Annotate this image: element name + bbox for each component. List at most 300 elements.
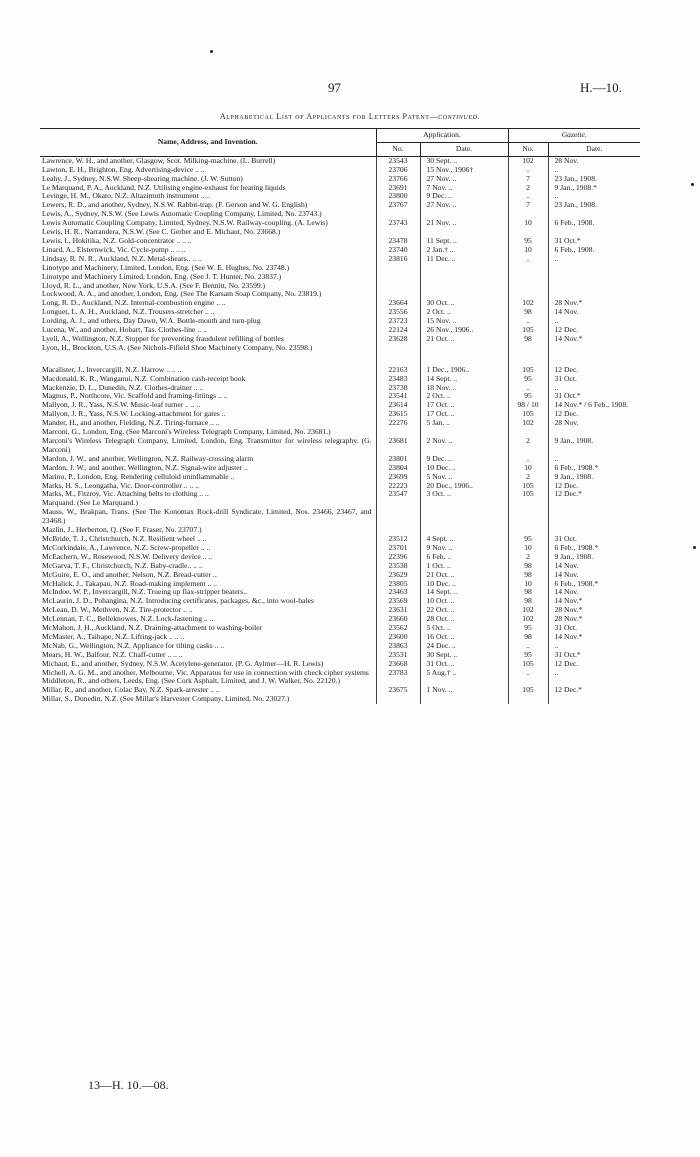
cell-gazette-no: .. <box>508 192 548 201</box>
cell-gazette-date <box>548 353 640 366</box>
cell-app-date: 26 Nov., 1906.. <box>420 326 508 335</box>
cell-gazette-no <box>508 273 548 282</box>
cell-gazette-no: 105 <box>508 326 548 335</box>
cell-gazette-no <box>508 695 548 704</box>
cell-gazette-no: 2 <box>508 473 548 482</box>
table-row <box>40 490 640 499</box>
cell-gazette-date: 31 Oct. <box>548 375 640 384</box>
cell-name: Lloyd, R. L., and another, New York, U.S.A. (See F. Bennitt, No. 23599.) <box>42 281 266 290</box>
cell-name: McBride, T. J., Christchurch, N.Z. Resilient wheel .. .. <box>42 534 207 543</box>
cell-name: Mackenzie, D. L., Dunedin, N.Z. Clothes-drainer .. .. <box>42 383 204 392</box>
cell-app-no: 22124 <box>376 326 420 335</box>
cell-app-no: 23706 <box>376 166 420 175</box>
cell-app-no: 23738 <box>376 384 420 393</box>
cell-gazette-no: 102 <box>508 615 548 624</box>
cell-name: McNab, G., Wellington, N.Z. Appliance for tilting casks .. .. <box>42 641 225 650</box>
column-group-application: Application. <box>376 129 508 143</box>
table-row <box>40 335 640 344</box>
cell-gazette-date: 31 Oct.* <box>548 651 640 660</box>
cell-app-no: 23723 <box>376 317 420 326</box>
cell-gazette-no <box>508 428 548 437</box>
cell-name: McGarva, T. F., Christchurch, N.Z. Baby-cradle.. .. .. <box>42 561 203 570</box>
cell-app-no: 23538 <box>376 562 420 571</box>
cell-gazette-no: 98 <box>508 571 548 580</box>
cell-app-no: 23660 <box>376 615 420 624</box>
cell-app-no: 23804 <box>376 464 420 473</box>
cell-gazette-no: 105 <box>508 366 548 375</box>
cell-app-no <box>376 264 420 273</box>
cell-name: Lewis, A., Sydney, N.S.W. (See Lewis Automatic Coupling Company, Limited, No. 23743.) <box>42 210 322 219</box>
cell-app-no: 23767 <box>376 201 420 210</box>
cell-gazette-no <box>508 228 548 237</box>
cell-app-no <box>376 526 420 535</box>
cell-gazette-date: 31 Oct.* <box>548 237 640 246</box>
table-row <box>40 290 640 299</box>
cell-name: Lewis, I., Hokitika, N.Z. Gold-concentrator .. .. .. <box>42 236 192 245</box>
table-row <box>40 553 640 562</box>
cell-name: Lawrence, W. H., and another, Glasgow, Scot. Milking-machine. (L. Burrell) <box>42 156 276 165</box>
table-row <box>40 246 640 255</box>
cell-gazette-date: 14 Nov. <box>548 562 640 571</box>
cell-app-date: 14 Sept. .. <box>420 375 508 384</box>
cell-gazette-no: 105 <box>508 410 548 419</box>
cell-app-no: 23691 <box>376 184 420 193</box>
table-row <box>40 660 640 669</box>
cell-app-no: 23664 <box>376 299 420 308</box>
cell-gazette-date: 14 Nov.* <box>548 335 640 344</box>
cell-gazette-no: 102 <box>508 419 548 428</box>
cell-gazette-no: 95 <box>508 375 548 384</box>
cell-name: Lewis, H. R., Narrandera, N.S.W. (See C. Gerber and E. Michaut, No. 23668.) <box>42 228 281 237</box>
cell-gazette-no: .. <box>508 317 548 326</box>
cell-app-date: 16 Oct. .. <box>420 633 508 642</box>
table-row <box>40 651 640 660</box>
cell-app-date: 3 Oct. .. <box>420 490 508 499</box>
cell-name: Long, R. D., Auckland, N.Z. Internal-combustion engine .. .. <box>42 299 226 308</box>
cell-gazette-date: 14 Nov.* <box>548 597 640 606</box>
cell-name: Lyell, A., Wellington, N.Z. Stopper for preventing fraudulent refilling of bottles <box>42 334 284 343</box>
cell-gazette-date: 31 Oct.* <box>548 392 640 401</box>
cell-gazette-date <box>548 677 640 686</box>
cell-app-no: 23816 <box>376 255 420 264</box>
cell-gazette-date: 6 Feb., 1908. <box>548 246 640 255</box>
cell-app-no: 23675 <box>376 686 420 695</box>
cell-gazette-date: .. <box>548 669 640 678</box>
table-row <box>40 219 640 228</box>
cell-app-no: 23800 <box>376 192 420 201</box>
cell-gazette-date: 28 Nov. <box>548 156 640 165</box>
cell-gazette-no: 10 <box>508 246 548 255</box>
cell-gazette-no: 10 <box>508 544 548 553</box>
cell-name: Marconi, G., London, Eng. (See Marconi's Wireless Telegraph Company, Limited, No. 23681.) <box>42 428 331 437</box>
cell-name: McLean, D. W., Methven, N.Z. Tire-protector .. .. <box>42 606 193 615</box>
cell-gazette-no: 102 <box>508 606 548 615</box>
table-row <box>40 482 640 491</box>
table-row <box>40 210 640 219</box>
cell-name: McLennan, T. C., Belleknowes, N.Z. Lock-fastening .. .. <box>42 615 214 624</box>
cell-gazette-no <box>508 677 548 686</box>
cell-gazette-no: 95 <box>508 535 548 544</box>
cell-gazette-date <box>548 273 640 282</box>
cell-app-date: 6 Feb. .. <box>420 553 508 562</box>
cell-app-no: 23668 <box>376 660 420 669</box>
table-row <box>40 264 640 273</box>
cell-app-date: 30 Sept. .. <box>420 651 508 660</box>
cell-app-no: 23615 <box>376 410 420 419</box>
cell-name: Mears, H. W., Balfour, N.Z. Chaff-cutter .. .. .. <box>42 650 183 659</box>
table-row <box>40 317 640 326</box>
cell-gazette-no: .. <box>508 669 548 678</box>
cell-gazette-date: 31 Oct. <box>548 624 640 633</box>
cell-name: McLaurin, J. D., Pohangina, N.Z. Introducing certificates, packages, &c., into wool-bales <box>42 597 314 606</box>
column-header-app-no: No. <box>376 142 420 156</box>
cell-gazette-date: 31 Oct. <box>548 535 640 544</box>
cell-gazette-date <box>548 228 640 237</box>
cell-gazette-no <box>508 290 548 299</box>
column-header-gaz-no: No. <box>508 142 548 156</box>
cell-gazette-date <box>548 344 640 353</box>
cell-gazette-date: .. <box>548 455 640 464</box>
cell-app-no: 23681 <box>376 437 420 455</box>
cell-app-no: 23541 <box>376 392 420 401</box>
cell-gazette-no: 98 <box>508 597 548 606</box>
cell-app-date: 2 Nov. .. <box>420 437 508 455</box>
cell-gazette-date: 28 Nov.* <box>548 615 640 624</box>
table-row <box>40 192 640 201</box>
cell-name: Marks, M., Fitzroy, Vic. Attaching belts to clothing .. .. <box>42 490 209 499</box>
table-row <box>40 588 640 597</box>
cell-name: Leahy, J., Sydney, N.S.W. Sheep-shearing machine. (J. W. Sutton) <box>42 174 243 183</box>
table-row <box>40 428 640 437</box>
cell-gazette-date <box>548 210 640 219</box>
cell-app-date: 21 Oct. .. <box>420 335 508 344</box>
cell-gazette-no: 98 <box>508 588 548 597</box>
cell-gazette-date: 6 Feb., 1908.* <box>548 464 640 473</box>
cell-gazette-no: 102 <box>508 156 548 165</box>
table-row <box>40 580 640 589</box>
cell-app-no: 23766 <box>376 175 420 184</box>
cell-gazette-date <box>548 290 640 299</box>
table-row <box>40 299 640 308</box>
cell-app-date: 17 Oct. .. <box>420 401 508 410</box>
cell-app-no: 23569 <box>376 597 420 606</box>
cell-app-no: 23547 <box>376 490 420 499</box>
cell-name: McCorkindale, A., Lawrence, N.Z. Screw-propeller .. .. <box>42 543 211 552</box>
cell-gazette-no: .. <box>508 384 548 393</box>
cell-gazette-no <box>508 526 548 535</box>
cell-name: Mander, H., and another, Fielding, N.Z. Tiring-furnace .. .. <box>42 419 220 428</box>
cell-gazette-date <box>548 282 640 291</box>
cell-name: Lording, A. J., and others, Day Dawn, W.A. Bottle-mouth and turn-plug <box>42 317 261 326</box>
table-row <box>40 544 640 553</box>
cell-name: Lindsay, R. N. R., Auckland, N.Z. Metal-shears.. .. .. <box>42 254 202 263</box>
cell-app-date: 1 Oct. .. <box>420 562 508 571</box>
table-row <box>40 384 640 393</box>
cell-name: Lyon, H., Brockton, U.S.A. (See Nichols-Fifield Shoe Machinery Company, No. 23598.) <box>42 343 313 352</box>
cell-name: Lockwood, A. A., and another, London, Eng. (See The Karsam Soap Company, No. 23819.) <box>42 290 322 299</box>
footer-reference: 13—H. 10.—08. <box>88 1078 169 1092</box>
cell-name: Lewers, R. D., and another, Sydney, N.S.W. Rabbit-trap. (F. Gerson and W. G. English) <box>42 201 308 210</box>
table-row <box>40 597 640 606</box>
cell-app-date: 17 Oct. .. <box>420 410 508 419</box>
table-row <box>40 677 640 686</box>
cell-app-date: 1 Nov. .. <box>420 686 508 695</box>
cell-app-date: 5 Nov. .. <box>420 473 508 482</box>
cell-app-no: 23863 <box>376 642 420 651</box>
table-row <box>40 228 640 237</box>
cell-app-date: 9 Nov. .. <box>420 544 508 553</box>
cell-name: McHalick, J., Takapau, N.Z. Road-making implement .. .. <box>42 579 218 588</box>
cell-name: Magnus, P., Northcote, Vic. Scaffold and framing-fittings .. .. <box>42 392 228 401</box>
cell-gazette-date: .. <box>548 192 640 201</box>
cell-app-date: 30 Sept. .. <box>420 156 508 165</box>
cell-gazette-no <box>508 499 548 508</box>
cell-name <box>40 353 376 366</box>
table-row <box>40 437 640 455</box>
cell-name: Mardon, J. W., and another, Wellington, N.Z. Railway-crossing alarm <box>42 454 254 463</box>
cell-app-date: 24 Dec. .. <box>420 642 508 651</box>
cell-app-date <box>420 526 508 535</box>
cell-app-date: 18 Nov. .. <box>420 384 508 393</box>
cell-app-date: 14 Sept. .. <box>420 588 508 597</box>
cell-app-no: 22163 <box>376 366 420 375</box>
cell-app-date: 9 Dec. .. <box>420 455 508 464</box>
cell-gazette-no: 102 <box>508 299 548 308</box>
cell-app-date: 4 Sept. .. <box>420 535 508 544</box>
cell-gazette-date <box>548 508 640 526</box>
cell-app-no: 23478 <box>376 237 420 246</box>
table-row <box>40 401 640 410</box>
cell-app-no: 22223 <box>376 482 420 491</box>
table-row <box>40 499 640 508</box>
cell-gazette-date: .. <box>548 642 640 651</box>
cell-app-no: 23701 <box>376 544 420 553</box>
cell-app-date <box>420 695 508 704</box>
cell-gazette-date: 6 Feb., 1908.* <box>548 580 640 589</box>
cell-gazette-date: .. <box>548 166 640 175</box>
cell-gazette-no: 95 <box>508 237 548 246</box>
cell-gazette-no <box>508 264 548 273</box>
cell-gazette-no: .. <box>508 255 548 264</box>
cell-name: Linard, A., Elsternwick, Vic. Cycle-pump .. .. .. <box>42 245 186 254</box>
table-row <box>40 473 640 482</box>
cell-gazette-no: 95 <box>508 624 548 633</box>
cell-gazette-no: .. <box>508 455 548 464</box>
table-body <box>40 156 640 704</box>
cell-app-date: 15 Nov. .. <box>420 317 508 326</box>
cell-gazette-date: 28 Nov.* <box>548 606 640 615</box>
cell-app-no: 23531 <box>376 651 420 660</box>
cell-gazette-no: 98 <box>508 335 548 344</box>
cell-gazette-date <box>548 499 640 508</box>
cell-app-no <box>376 282 420 291</box>
cell-app-date: 27 Nov. .. <box>420 201 508 210</box>
cell-name: Mallyon, J. R., Yass, N.S.W. Locking-attachment for gates .. <box>42 410 226 419</box>
table-row <box>40 669 640 678</box>
cell-gazette-date: 12 Dec.* <box>548 490 640 499</box>
table-row <box>40 526 640 535</box>
cell-gazette-date: 9 Jan., 1908. <box>548 473 640 482</box>
cell-app-no <box>376 290 420 299</box>
cell-app-date <box>420 677 508 686</box>
cell-app-no: 23699 <box>376 473 420 482</box>
cell-app-no: 23562 <box>376 624 420 633</box>
applicants-table <box>40 128 640 704</box>
cell-gazette-no <box>508 353 548 366</box>
table-row <box>40 166 640 175</box>
cell-name: Mazlin, J., Herberton, Q. (See F. Fraser, No. 23707.) <box>42 526 202 535</box>
cell-gazette-date: .. <box>548 255 640 264</box>
cell-name: Lawton, E. H., Brighton, Eng. Advertising-device .. .. <box>42 165 205 174</box>
table-row <box>40 326 640 335</box>
cell-app-no: 23631 <box>376 606 420 615</box>
cell-app-no: 23740 <box>376 246 420 255</box>
list-title-suffix: continued. <box>438 112 481 121</box>
cell-app-date <box>420 508 508 526</box>
table-row <box>40 255 640 264</box>
cell-name: Marquand. (See Le Marquand.) <box>42 499 138 508</box>
cell-app-date: 21 Oct. .. <box>420 571 508 580</box>
cell-gazette-date: 6 Feb., 1908.* <box>548 544 640 553</box>
column-header-app-date: Date. <box>420 142 508 156</box>
cell-gazette-no: .. <box>508 166 548 175</box>
cell-gazette-date: 9 Jan., 1908. <box>548 553 640 562</box>
table-row <box>40 606 640 615</box>
cell-name: McMaster, A., Taihape, N.Z. Lifting-jack .. .. .. <box>42 632 185 641</box>
cell-gazette-date: .. <box>548 317 640 326</box>
cell-gazette-no: 10 <box>508 464 548 473</box>
table-row <box>40 624 640 633</box>
cell-app-no <box>376 273 420 282</box>
cell-app-date: 9 Dec. .. <box>420 192 508 201</box>
cell-gazette-no: 98 <box>508 308 548 317</box>
cell-name: Lewis Automatic Coupling Company, Limited, Sydney, N.S.W. Railway-coupling. (A. Lewis) <box>42 219 328 228</box>
table-row <box>40 633 640 642</box>
cell-name: Marks, H. S., Leongatha, Vic. Door-controller .. .. .. <box>42 481 199 490</box>
table-row <box>40 344 640 353</box>
table-row <box>40 237 640 246</box>
cell-gazette-date <box>548 695 640 704</box>
cell-app-date <box>420 228 508 237</box>
cell-name: Mardon, J. W., and another, Wellington, N.Z. Signal-wire adjuster .. <box>42 463 248 472</box>
cell-name: McEachern, W., Rosewood, N.S.W. Delivery device .. .. <box>42 552 213 561</box>
cell-gazette-date <box>548 428 640 437</box>
cell-gazette-date: 14 Nov.* <box>548 633 640 642</box>
cell-gazette-no: 2 <box>508 184 548 193</box>
cell-app-date: 5 Jan. .. <box>420 419 508 428</box>
cell-name: Macdonald, K. R., Wanganui, N.Z. Combination cash-receipt book <box>42 374 246 383</box>
cell-app-date: 21 Nov. .. <box>420 219 508 228</box>
cell-gazette-no: 105 <box>508 482 548 491</box>
cell-app-no <box>376 353 420 366</box>
table-row <box>40 175 640 184</box>
cell-gazette-no: 98 <box>508 633 548 642</box>
cell-app-date: 31 Oct. .. <box>420 660 508 669</box>
table-row <box>40 273 640 282</box>
cell-gazette-no: 98 <box>508 562 548 571</box>
table-row <box>40 282 640 291</box>
cell-app-date: 2 Oct. .. <box>420 308 508 317</box>
margin-speck <box>691 183 694 186</box>
cell-gazette-no: 2 <box>508 553 548 562</box>
table-row <box>40 508 640 526</box>
cell-app-date <box>420 428 508 437</box>
cell-app-no: 23628 <box>376 335 420 344</box>
list-title: Alphabetical List of Applicants for Letters Patent—continued. <box>219 112 481 121</box>
table-row <box>40 686 640 695</box>
cell-app-no: 23483 <box>376 375 420 384</box>
cell-gazette-no: 105 <box>508 490 548 499</box>
cell-gazette-date: 23 Jan., 1908. <box>548 175 640 184</box>
cell-gazette-no: .. <box>508 642 548 651</box>
cell-name: Mauss, W., Brakpan, Trans. (See The Konomax Rock-drill Syndicate, Limited, Nos. 23466, 23467, and 23468.) <box>42 508 372 526</box>
cell-gazette-date: 14 Nov. <box>548 588 640 597</box>
cell-gazette-date: 6 Feb., 1908. <box>548 219 640 228</box>
cell-app-date: 10 Oct. .. <box>420 597 508 606</box>
cell-name: Longuet, L. A. H., Auckland, N.Z. Trousers-stretcher .. .. <box>42 308 215 317</box>
cell-app-date <box>420 499 508 508</box>
cell-name: Lucena, W., and another, Hobart, Tas. Clothes-line .. .. <box>42 326 207 335</box>
cell-app-no: 23629 <box>376 571 420 580</box>
cell-gazette-no <box>508 210 548 219</box>
cell-name: Le Marquand, P. A., Auckland, N.Z. Utilising engine-exhaust for heating liquids <box>42 183 286 192</box>
cell-gazette-date: 28 Nov.* <box>548 299 640 308</box>
cell-name: Levinge, H. M., Okato, N.Z. Altazimuth instrument .. .. <box>42 192 211 201</box>
cell-gazette-no: 95 <box>508 392 548 401</box>
cell-app-no: 22396 <box>376 553 420 562</box>
cell-app-date: 22 Oct. .. <box>420 606 508 615</box>
cell-app-date: 20 Dec., 1906.. <box>420 482 508 491</box>
cell-app-date <box>420 210 508 219</box>
cell-gazette-date: 12 Dec. <box>548 410 640 419</box>
cell-app-no <box>376 344 420 353</box>
cell-app-no: 23463 <box>376 588 420 597</box>
cell-app-date: 10 Dec. .. <box>420 580 508 589</box>
cell-gazette-no: 105 <box>508 686 548 695</box>
cell-gazette-date: 28 Nov. <box>548 419 640 428</box>
cell-name: Marino, P., London, Eng. Rendering celluloid uninflammable .. <box>42 472 235 481</box>
cell-name: Mallyon, J. R., Yass, N.S.W. Music-leaf turner .. .. .. <box>42 401 201 410</box>
cell-gazette-no: 10 <box>508 219 548 228</box>
cell-app-date: 28 Oct. .. <box>420 615 508 624</box>
cell-app-date <box>420 264 508 273</box>
cell-app-no: 23600 <box>376 633 420 642</box>
cell-app-date <box>420 353 508 366</box>
cell-app-date: 7 Nov. .. <box>420 184 508 193</box>
cell-name: Middleton, R., and others, Leeds, Eng. (See Cork Asphalt, Limited, and J. W. Walker, No. 22120.) <box>42 677 341 686</box>
cell-gazette-date: 12 Dec. <box>548 660 640 669</box>
cell-name: McGuire, E. O., and another, Nelson, N.Z. Bread-cutter .. <box>42 570 217 579</box>
cell-app-date: 2 Oct. .. <box>420 392 508 401</box>
cell-gazette-date <box>548 526 640 535</box>
cell-app-date: 30 Oct. .. <box>420 299 508 308</box>
cell-app-no: 23805 <box>376 580 420 589</box>
cell-gazette-date: 12 Dec. <box>548 326 640 335</box>
list-title-text: Alphabetical List of Applicants for Letters Patent <box>219 112 430 121</box>
cell-app-no: 23614 <box>376 401 420 410</box>
cell-gazette-no: 95 <box>508 651 548 660</box>
cell-gazette-no <box>508 344 548 353</box>
table-row <box>40 375 640 384</box>
table-row <box>40 562 640 571</box>
cell-app-date <box>420 282 508 291</box>
table-row <box>40 366 640 375</box>
cell-gazette-date: 12 Dec. <box>548 366 640 375</box>
cell-app-no: 22276 <box>376 419 420 428</box>
column-group-gazette: Gazette. <box>508 129 640 143</box>
page-number: 97 <box>328 80 341 95</box>
cell-app-date <box>420 273 508 282</box>
